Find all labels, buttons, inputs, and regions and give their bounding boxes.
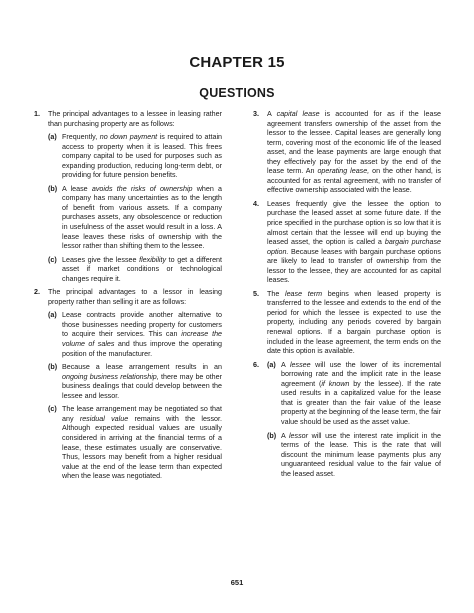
- answer-part-a: [267, 361, 441, 428]
- answer-part-b: [48, 363, 222, 401]
- question-5: [253, 290, 441, 357]
- answer-part-c: [48, 405, 222, 481]
- answer-part-b: [267, 432, 441, 480]
- question-intro: The principal advantages to a lessee in leasing rather than purchasing property are as follows:: [48, 110, 222, 128]
- question-2: [34, 288, 222, 481]
- part-text: A lease avoids the risks of ownership when a company has many uncertainties as to the length of benefit from various assets. If a company purchases assets, any obsolescence or reduction in usefulness of the asset would result in a loss. A lease leaves these risks of ownership with the lessor rather than shifting them to the lessee.: [62, 184, 222, 251]
- part-label: (b): [267, 431, 277, 440]
- right-column: [253, 110, 441, 483]
- left-column: [34, 110, 222, 486]
- part-label: (b): [48, 184, 58, 193]
- question-text: Leases frequently give the lessee the option to purchase the leased asset at some future date. If the price specified in the purchase option is so low that it is almost certain that the lessee will end up buying the leased asset, the option is called a bargain purchase option. Because leases with bargain purchase options are likely to lead to transfer of ownership from the lessor to the lessee, they are accounted for as capital leases.: [267, 199, 441, 285]
- part-label: (a): [48, 133, 57, 142]
- chapter-title: CHAPTER 15: [189, 54, 285, 71]
- section-title: QUESTIONS: [199, 86, 275, 100]
- question-number: 1.: [34, 110, 40, 118]
- part-text: Frequently, no down payment is required to attain access to property when it is leased. This frees company capital to be used for purposes such as expanding production, reducing long-term debt, or providing for future pension benefits.: [62, 133, 222, 180]
- part-label: (c): [48, 405, 57, 414]
- question-number: 5.: [253, 289, 259, 298]
- answer-part-a: [48, 133, 222, 181]
- part-text: Lease contracts provide another alternative to those businesses needing property for customers to acquire their services. This can increase the volume of sales and thus improve the operating position of the manufacturer.: [62, 311, 223, 358]
- page-number: 651: [230, 578, 244, 587]
- answer-part-c: [48, 256, 222, 285]
- part-label: (b): [48, 363, 58, 372]
- question-text: The lease term begins when leased property is transferred to the lessee and extends to the end of the period for which the lessee is expected to use the property, including any periods covered by bargain renewal options. If a bargain purchase option is included in the lease agreement, the term ends on the date this option is available.: [267, 289, 441, 356]
- answer-part-b: [48, 185, 222, 252]
- part-text: A lessor will use the interest rate implicit in the terms of the lease. This is the rate that will discount the minimum lease payments plus any unguaranteed residual value to the fair value of the leased asset.: [281, 431, 441, 478]
- question-number: 6.: [253, 360, 259, 369]
- question-6: [253, 361, 441, 480]
- part-text: The lease arrangement may be negotiated so that any residual value remains with the lessor. Although expected residual values are usually considered in arriving at the financial terms of a lease, these estimates usually are conservative. Thus, lessors may benefit from a higher residual value at the end of the lease term than expected when the lease was negotiated.: [62, 405, 223, 481]
- question-number: 3.: [253, 110, 259, 118]
- question-3: [253, 110, 441, 196]
- part-label: (a): [267, 360, 276, 369]
- answer-part-a: [48, 311, 222, 359]
- part-label: (c): [48, 255, 57, 264]
- part-text: Leases give the lessee flexibility to get a different asset if market conditions or technological changes require it.: [62, 255, 222, 283]
- question-intro: The principal advantages to a lessor in leasing property rather than selling it are as follows:: [48, 288, 222, 306]
- question-number: 2.: [34, 288, 40, 297]
- part-text: Because a lease arrangement results in an ongoing business relationship, there may be other business dealings that could develop between the lessee and lessor.: [62, 363, 222, 400]
- question-4: [253, 200, 441, 286]
- part-label: (a): [48, 311, 57, 320]
- part-text: A lessee will use the lower of its incremental borrowing rate and the implicit rate in the lease agreement (if known by the lessee). If the rate used results in a capitalized value for the lease that is greater than the fair value of the lease property at the beginning of the lease term, the fair value should be used as the asset value.: [281, 360, 442, 426]
- question-number: 4.: [253, 199, 259, 208]
- question-1: [34, 110, 222, 284]
- question-text: A capital lease is accounted for as if the lease agreement transfers ownership of the asset from the lessor to the lessee. Capital leases are generally long term, covering most of the economic life of the leased asset, and the lease payments are large enough that they effectively pay for the asset by the end of the lease term. An operating lease, on the other hand, is accounted for as rental agreement, with no transfer of effective ownership associated with the lease.: [267, 110, 441, 195]
